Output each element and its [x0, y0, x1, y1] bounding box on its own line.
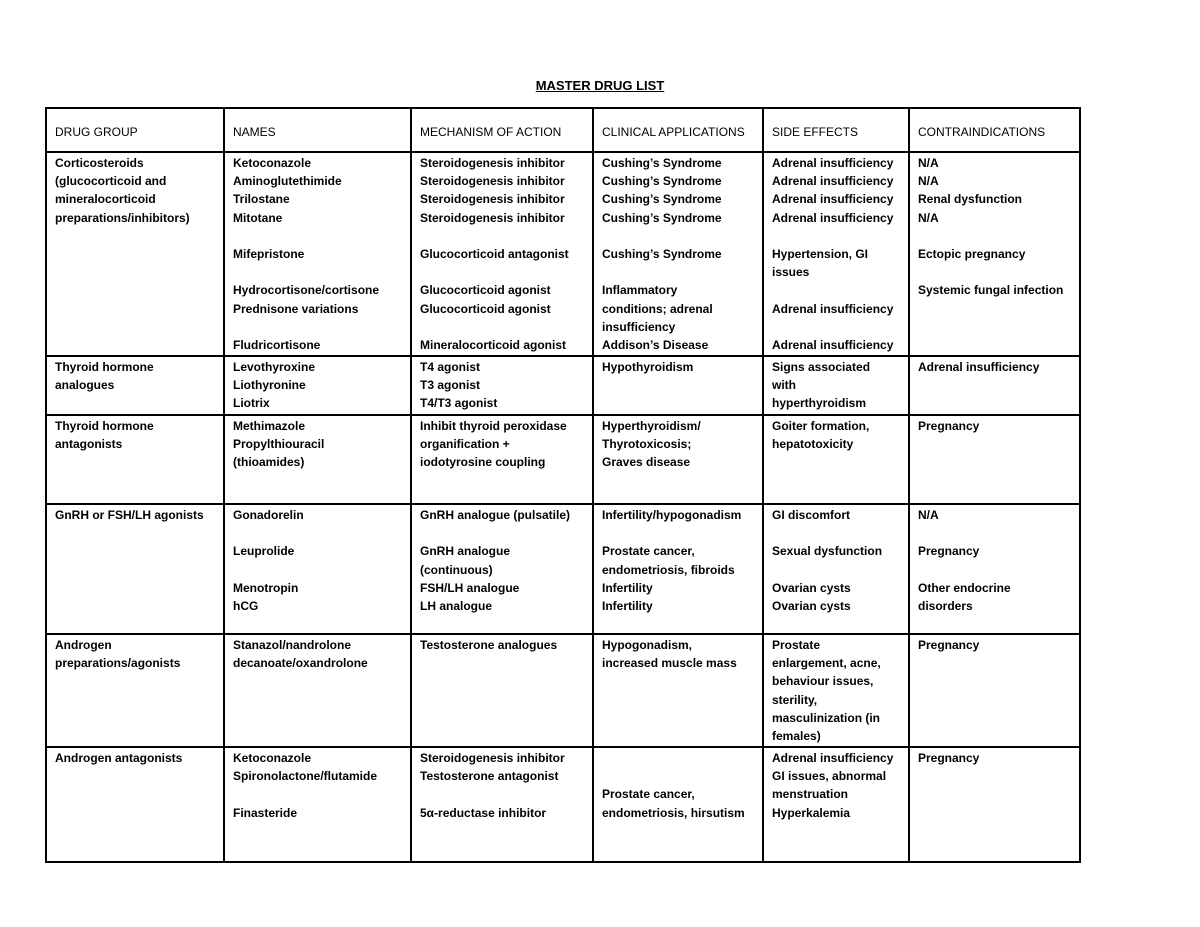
drug-table	[45, 107, 1081, 863]
cell-line: Steroidogenesis inhibitor	[420, 156, 565, 170]
cell-line: Infertility	[602, 580, 653, 595]
cell-line	[420, 318, 586, 336]
cell-line	[233, 524, 404, 542]
cell-line: Fludricortisone	[233, 337, 321, 352]
cell-line: Hypogonadism,	[602, 638, 693, 652]
cell-line: Hyperkalemia	[772, 805, 851, 820]
cell-line: Liothyronine	[233, 378, 306, 393]
cell-line: endometriosis, hirsutism	[602, 805, 745, 820]
table-row	[46, 356, 1080, 415]
cell-line: GI discomfort	[772, 508, 851, 522]
contraindications-cell	[909, 356, 1080, 415]
cell-line: Pregnancy	[918, 751, 980, 765]
table-row	[46, 634, 1080, 747]
document-title: MASTER DRUG LIST	[535, 78, 665, 93]
cell-line	[918, 524, 1073, 542]
cell-line	[772, 561, 902, 579]
cell-line: Mineralocorticoid agonist	[420, 337, 567, 352]
cell-line	[420, 524, 586, 542]
cell-line: Hyperthyroidism/	[602, 419, 701, 433]
cell-line: T4/T3 agonist	[420, 396, 498, 411]
drug-group-cell	[46, 152, 224, 356]
cell-line	[772, 318, 902, 336]
side-effects-cell	[763, 356, 909, 415]
cell-line: GnRH or FSH/LH agonists	[55, 508, 204, 522]
names-cell	[224, 634, 411, 747]
cell-line: FSH/LH analogue	[420, 580, 520, 595]
table-row	[46, 504, 1080, 634]
cell-line: masculinization (in	[772, 710, 881, 725]
cell-line: Hypertension, GI	[772, 247, 869, 261]
cell-line: Inhibit thyroid peroxidase	[420, 419, 567, 433]
names-cell	[224, 415, 411, 504]
cell-line: Adrenal insufficiency	[772, 156, 894, 170]
cell-line: Adrenal insufficiency	[918, 360, 1040, 374]
cell-line: organification +	[420, 437, 510, 452]
names-cell	[224, 504, 411, 634]
cell-line: Ovarian cysts	[772, 580, 851, 595]
cell-line	[602, 227, 756, 245]
cell-line: iodotyrosine coupling	[420, 455, 546, 470]
cell-line: endometriosis, fibroids	[602, 562, 735, 577]
header-contraindications: CONTRAINDICATIONS	[909, 108, 1080, 152]
cell-line: Steroidogenesis inhibitor	[420, 210, 565, 225]
cell-line: Trilostane	[233, 192, 290, 207]
cell-line: conditions; adrenal	[602, 301, 713, 316]
clinical-cell	[593, 504, 763, 634]
cell-line: Thyroid hormone	[55, 419, 154, 433]
cell-line: Pregnancy	[918, 638, 980, 652]
cell-line	[233, 561, 404, 579]
cell-line: Cushing’s Syndrome	[602, 210, 722, 225]
cell-line	[602, 524, 756, 542]
cell-line: T3 agonist	[420, 378, 481, 393]
contraindications-cell	[909, 415, 1080, 504]
header-clinical: CLINICAL APPLICATIONS	[593, 108, 763, 152]
cell-line: Sexual dysfunction	[772, 544, 883, 559]
cell-line: N/A	[918, 210, 939, 225]
clinical-cell	[593, 747, 763, 862]
clinical-cell	[593, 415, 763, 504]
cell-line: Thyroid hormone	[55, 360, 154, 374]
side-effects-cell	[763, 747, 909, 862]
cell-line: Adrenal insufficiency	[772, 751, 894, 765]
cell-line: Pregnancy	[918, 544, 980, 559]
cell-line: Corticosteroids	[55, 156, 144, 170]
cell-line	[602, 263, 756, 281]
cell-line	[233, 785, 404, 803]
cell-line	[918, 227, 1073, 245]
cell-line: Menotropin	[233, 580, 299, 595]
cell-line: Adrenal insufficiency	[772, 301, 894, 316]
side-effects-cell	[763, 504, 909, 634]
cell-line: Prednisone variations	[233, 301, 359, 316]
cell-line: GI issues, abnormal	[772, 769, 887, 784]
drug-group-cell	[46, 747, 224, 862]
cell-line: N/A	[918, 174, 939, 189]
cell-line: Liotrix	[233, 396, 270, 411]
names-cell	[224, 356, 411, 415]
cell-line: Ectopic pregnancy	[918, 247, 1026, 261]
drug-group-cell	[46, 504, 224, 634]
cell-line: increased muscle mass	[602, 656, 737, 671]
cell-line: Steroidogenesis inhibitor	[420, 192, 565, 207]
header-names: NAMES	[224, 108, 411, 152]
cell-line: analogues	[55, 378, 115, 393]
cell-line	[420, 785, 586, 803]
cell-line: Cushing’s Syndrome	[602, 192, 722, 207]
cell-line: Steroidogenesis inhibitor	[420, 751, 565, 765]
side-effects-cell	[763, 634, 909, 747]
cell-line: Mifepristone	[233, 247, 305, 261]
cell-line: Systemic fungal infection	[918, 283, 1064, 298]
contraindications-cell	[909, 634, 1080, 747]
cell-line	[602, 767, 756, 785]
cell-line: 5α-reductase inhibitor	[420, 805, 547, 820]
cell-line: insufficiency	[602, 319, 676, 334]
side-effects-cell	[763, 152, 909, 356]
cell-line: Graves disease	[602, 455, 691, 470]
cell-line: Ovarian cysts	[772, 598, 851, 613]
cell-line: T4 agonist	[420, 360, 481, 374]
mechanism-cell	[411, 356, 593, 415]
side-effects-cell	[763, 415, 909, 504]
cell-line: Hypothyroidism	[602, 360, 694, 374]
cell-line: hyperthyroidism	[772, 396, 867, 411]
cell-line: issues	[772, 265, 810, 280]
cell-line: Mitotane	[233, 210, 283, 225]
drug-group-cell	[46, 634, 224, 747]
cell-line: Steroidogenesis inhibitor	[420, 174, 565, 189]
cell-line	[420, 227, 586, 245]
cell-line	[233, 263, 404, 281]
cell-line: Levothyroxine	[233, 360, 316, 374]
cell-line: Glucocorticoid agonist	[420, 301, 551, 316]
cell-line: mineralocorticoid	[55, 192, 156, 207]
cell-line: Adrenal insufficiency	[772, 174, 894, 189]
cell-line	[420, 263, 586, 281]
cell-line: N/A	[918, 156, 939, 170]
cell-line: Pregnancy	[918, 419, 980, 433]
cell-line: Prostate cancer,	[602, 544, 695, 559]
cell-line: Gonadorelin	[233, 508, 304, 522]
mechanism-cell	[411, 415, 593, 504]
cell-line	[772, 524, 902, 542]
cell-line: (glucocorticoid and	[55, 174, 167, 189]
cell-line	[233, 318, 404, 336]
cell-line: Stanazol/nandrolone	[233, 638, 352, 652]
cell-line: Ketoconazole	[233, 156, 312, 170]
header-drug-group: DRUG GROUP	[46, 108, 224, 152]
header-mechanism: MECHANISM OF ACTION	[411, 108, 593, 152]
cell-line: enlargement, acne,	[772, 656, 881, 671]
cell-line: behaviour issues,	[772, 674, 874, 689]
cell-line: Finasteride	[233, 805, 298, 820]
cell-line: Thyrotoxicosis;	[602, 437, 692, 452]
cell-line: Cushing’s Syndrome	[602, 156, 722, 170]
mechanism-cell	[411, 152, 593, 356]
cell-line: (continuous)	[420, 562, 493, 577]
names-cell	[224, 747, 411, 862]
cell-line: Leuprolide	[233, 544, 295, 559]
cell-line: Glucocorticoid antagonist	[420, 247, 569, 261]
cell-line: Adrenal insufficiency	[772, 192, 894, 207]
cell-line	[233, 227, 404, 245]
cell-line: Aminoglutethimide	[233, 174, 342, 189]
contraindications-cell	[909, 504, 1080, 634]
cell-line: antagonists	[55, 437, 123, 452]
cell-line: Ketoconazole	[233, 751, 312, 765]
cell-line	[772, 227, 902, 245]
cell-line: Glucocorticoid agonist	[420, 283, 551, 298]
cell-line: Goiter formation,	[772, 419, 870, 433]
drug-group-cell	[46, 356, 224, 415]
mechanism-cell	[411, 504, 593, 634]
clinical-cell	[593, 634, 763, 747]
cell-line	[602, 749, 756, 767]
cell-line: (thioamides)	[233, 455, 305, 470]
cell-line: Testosterone antagonist	[420, 769, 559, 784]
cell-line: Infertility	[602, 599, 653, 613]
cell-line: Prostate cancer,	[602, 787, 695, 802]
cell-line: Prostate	[772, 638, 821, 652]
cell-line: Infertility/hypogonadism	[602, 508, 742, 522]
cell-line: GnRH analogue (pulsatile)	[420, 508, 571, 522]
cell-line: hCG	[233, 598, 259, 613]
mechanism-cell	[411, 634, 593, 747]
table-row	[46, 747, 1080, 862]
cell-line: preparations/agonists	[55, 656, 181, 671]
cell-line: GnRH analogue	[420, 544, 511, 559]
header-row	[46, 108, 1080, 152]
cell-line: hepatotoxicity	[772, 437, 854, 452]
names-cell	[224, 152, 411, 356]
cell-line: Adrenal insufficiency	[772, 210, 894, 225]
cell-line: Other endocrine	[918, 580, 1011, 595]
cell-line	[772, 281, 902, 299]
cell-line: Cushing’s Syndrome	[602, 174, 722, 189]
cell-line: females)	[772, 729, 821, 744]
cell-line: LH analogue	[420, 599, 493, 613]
cell-line: Androgen antagonists	[55, 751, 183, 765]
contraindications-cell	[909, 152, 1080, 356]
cell-line: Renal dysfunction	[918, 192, 1023, 207]
cell-line: Cushing’s Syndrome	[602, 247, 722, 261]
cell-line: Spironolactone/flutamide	[233, 769, 378, 784]
cell-line: Addison’s Disease	[602, 338, 709, 352]
cell-line: Testosterone analogues	[420, 638, 558, 652]
cell-line: Androgen	[55, 638, 112, 652]
cell-line: decanoate/oxandrolone	[233, 656, 368, 671]
cell-line	[918, 561, 1073, 579]
cell-line: Hydrocortisone/cortisone	[233, 283, 380, 298]
cell-line: Propylthiouracil	[233, 437, 325, 452]
clinical-cell	[593, 152, 763, 356]
cell-line: Adrenal insufficiency	[772, 337, 894, 352]
table-row	[46, 152, 1080, 356]
cell-line: N/A	[918, 508, 939, 522]
cell-line: preparations/inhibitors)	[55, 210, 190, 225]
cell-line: with	[772, 378, 796, 393]
contraindications-cell	[909, 747, 1080, 862]
cell-line: disorders	[918, 598, 973, 613]
drug-group-cell	[46, 415, 224, 504]
table-row	[46, 415, 1080, 504]
cell-line	[918, 263, 1073, 281]
mechanism-cell	[411, 747, 593, 862]
cell-line: Signs associated	[772, 360, 871, 374]
cell-line: Inflammatory	[602, 283, 678, 298]
clinical-cell	[593, 356, 763, 415]
cell-line: sterility,	[772, 692, 818, 707]
cell-line: menstruation	[772, 787, 849, 802]
header-side-effects: SIDE EFFECTS	[763, 108, 909, 152]
cell-line: Methimazole	[233, 419, 306, 433]
